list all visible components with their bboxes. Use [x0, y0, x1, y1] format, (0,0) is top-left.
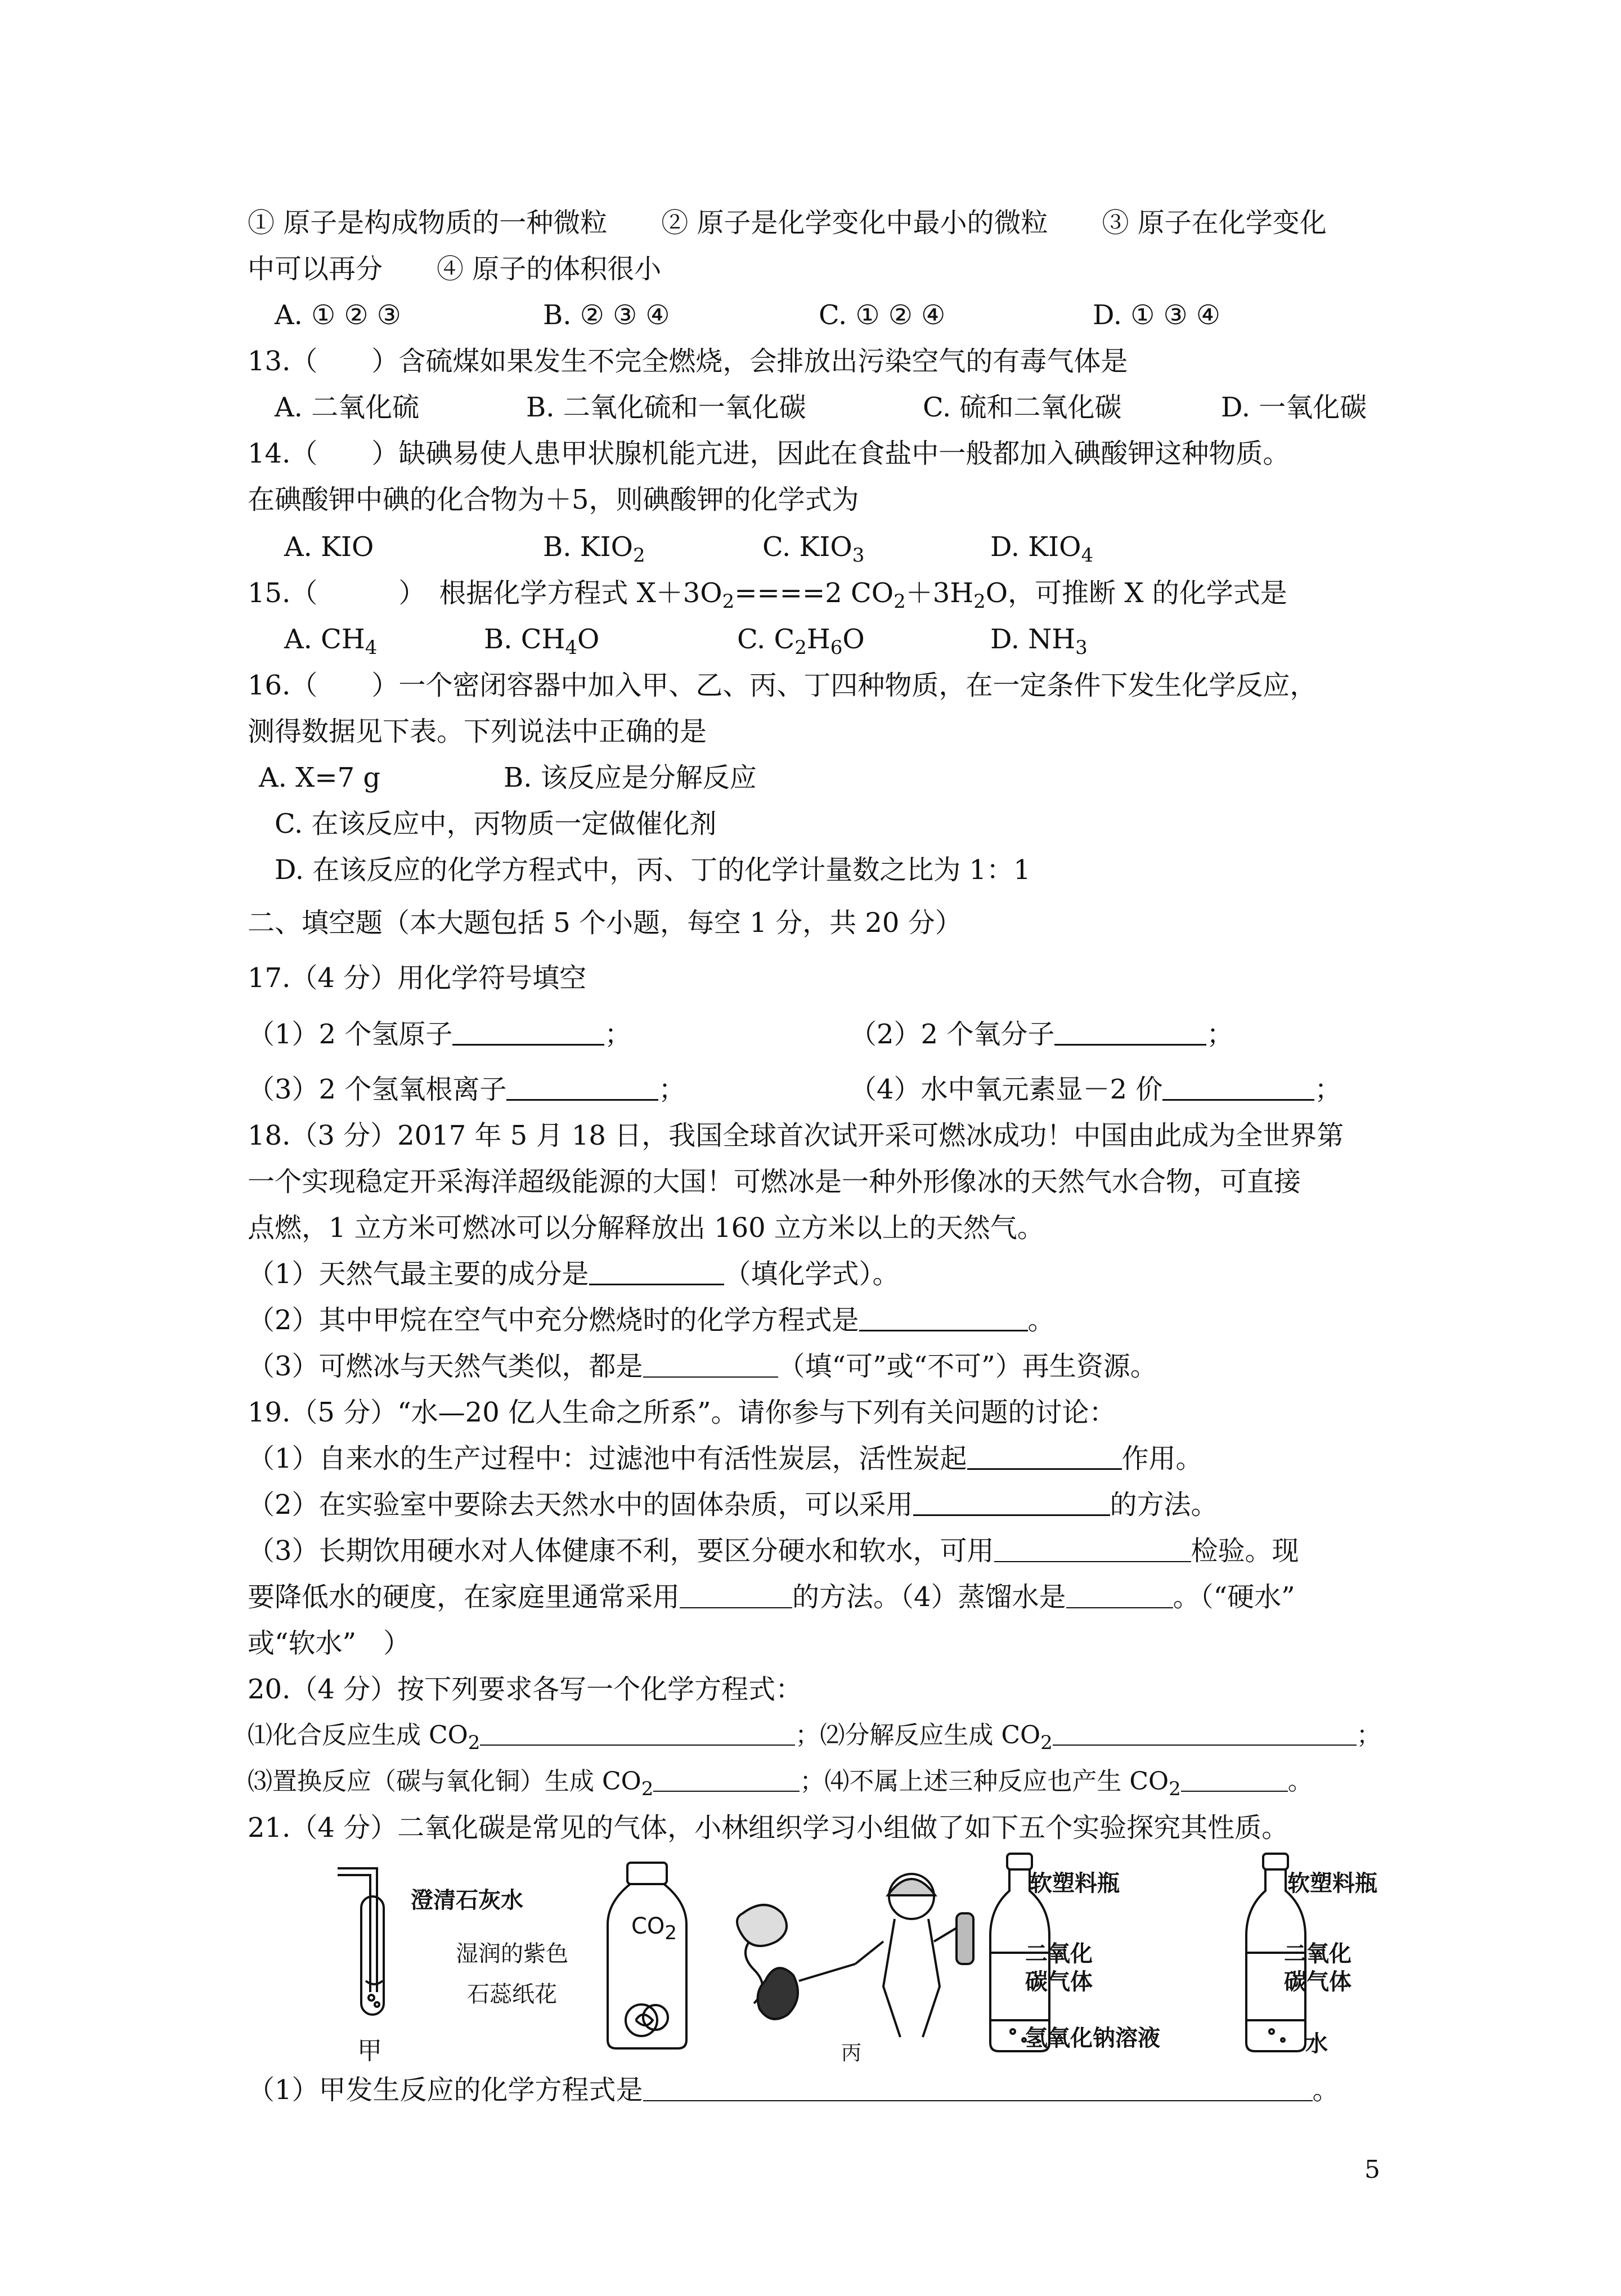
q14-option-a: A. KIO	[284, 531, 374, 563]
test-tube-apparatus	[338, 1868, 384, 2015]
q19-blank3[interactable]	[994, 1535, 1191, 1562]
q17-blank1[interactable]	[452, 1018, 604, 1046]
label-co2-gas-2b: 碳气体	[1284, 1969, 1351, 1995]
q20-blank1[interactable]	[480, 1719, 795, 1746]
q20-blank4[interactable]	[1181, 1765, 1288, 1792]
q19-part3-end: 或“软水” ）	[248, 1627, 411, 1659]
q17-part3: （3）2 个氢氧根离子 ；	[248, 1074, 686, 1105]
label-co2: $CO_2$	[631, 1913, 677, 1944]
label-wet-purple: 湿润的紫色	[456, 1941, 568, 1967]
q16-option-d: D. 在该反应的化学方程式中，丙、丁的化学计量数之比为 1：1	[275, 854, 1031, 886]
label-jia: 甲	[357, 2037, 382, 2065]
q13-option-c: C. 硫和二氧化碳	[923, 392, 1122, 423]
q19-blank5[interactable]	[1066, 1581, 1173, 1608]
q15-option-b: B. $CH_4O$	[484, 624, 600, 659]
q16-stem-line1: 16.（ ）一个密闭容器中加入甲、乙、丙、丁四种物质，在一定条件下发生化学反应，	[248, 670, 1317, 701]
firefighter-figure	[737, 1874, 973, 2037]
q15-stem: 15.（ ） 根据化学方程式 $X+3O_2====2$ $CO_2+3H_2O$，可推断 X 的化学式是	[248, 577, 1287, 613]
q19-blank4[interactable]	[680, 1581, 792, 1608]
page-number: 5	[1364, 2155, 1380, 2184]
q13-option-a: A. 二氧化硫	[275, 392, 420, 423]
label-co2-gas-2a: 二氧化	[1284, 1941, 1351, 1967]
gas-jar	[608, 1863, 686, 2048]
q20-part1: ⑴化合反应生成 $CO_2$ ；⑵分解反应生成 $CO_2$ ；	[248, 1717, 1381, 1754]
label-co2-gas-1a: 二氧化	[1025, 1941, 1093, 1967]
q19-blank2[interactable]	[913, 1488, 1110, 1516]
q20-blank3[interactable]	[653, 1765, 800, 1792]
q12-statements-line2: 中可以再分 ④ 原子的体积很小	[248, 253, 662, 285]
q12-statements-line1: ① 原子是构成物质的一种微粒 ② 原子是化学变化中最小的微粒 ③ 原子在化学变化	[248, 207, 1327, 239]
label-soft-bottle-2: 软塑料瓶	[1287, 1871, 1377, 1896]
q16-option-c: C. 在该反应中，丙物质一定做催化剂	[275, 808, 717, 840]
q12-option-b: B. ② ③ ④	[543, 299, 670, 331]
q14-option-b: B. $KIO_2$	[543, 531, 645, 567]
q19-part1: （1）自来水的生产过程中：过滤池中有活性炭层，活性炭起 作用。	[248, 1443, 1203, 1474]
q21-part1: （1）甲发生反应的化学方程式是 。	[248, 2074, 1340, 2106]
label-co2-gas-1b: 碳气体	[1025, 1969, 1093, 1995]
q21-blank1[interactable]	[643, 2074, 1313, 2101]
q12-option-d: D. ① ③ ④	[1093, 299, 1220, 331]
q12-option-c: C. ① ② ④	[819, 299, 946, 331]
q18-stem-line2: 一个实现稳定开采海洋超级能源的大国！可燃冰是一种外形像冰的天然气水合物，可直接	[248, 1166, 1301, 1198]
q19-part3-cont: 要降低水的硬度，在家庭里通常采用 的方法。（4）蒸馏水是 。（“硬水”	[248, 1581, 1295, 1613]
q14-stem-line1: 14.（ ）缺碘易使人患甲状腺机能亢进，因此在食盐中一般都加入碘酸钾这种物质。	[248, 438, 1290, 469]
q19-part2: （2）在实验室中要除去天然水中的固体杂质，可以采用 的方法。	[248, 1489, 1218, 1521]
q20-blank2[interactable]	[1053, 1719, 1357, 1746]
q15-option-a: A. $CH_4$	[284, 624, 378, 659]
q17-blank2[interactable]	[1054, 1018, 1206, 1046]
label-soft-bottle-1: 软塑料瓶	[1030, 1871, 1120, 1896]
q16-stem-line2: 测得数据见下表。下列说法中正确的是	[248, 716, 707, 747]
label-limewater: 澄清石灰水	[411, 1887, 523, 1913]
q17-blank4[interactable]	[1162, 1073, 1314, 1101]
q18-blank2[interactable]	[859, 1304, 1028, 1331]
q19-part3: （3）长期饮用硬水对人体健康不利，要区分硬水和软水，可用 检验。现	[248, 1535, 1299, 1567]
q17-blank3[interactable]	[506, 1073, 658, 1101]
label-litmus-flower: 石蕊纸花	[467, 1981, 557, 2007]
q14-option-c: C. $KIO_3$	[762, 531, 865, 567]
q18-stem-line3: 点燃，1 立方米可燃冰可以分解释放出 160 立方米以上的天然气。	[248, 1212, 1044, 1244]
q14-option-d: D. $KIO_4$	[990, 531, 1094, 567]
q18-blank3[interactable]	[643, 1351, 778, 1378]
label-naoh: 氢氧化钠溶液	[1025, 2025, 1160, 2051]
q20-part3: ⑶置换反应（碳与氧化铜）生成 $CO_2$ ；⑷不属上述三种反应也产生 $CO_2$ 。	[248, 1764, 1313, 1800]
q13-option-d: D. 一氧化碳	[1221, 392, 1367, 423]
q13-option-b: B. 二氧化硫和一氧化碳	[526, 392, 806, 423]
q18-part1: （1）天然气最主要的成分是 （填化学式）。	[248, 1258, 900, 1290]
q17-part4: （4）水中氧元素显－2 价 ；	[850, 1074, 1342, 1105]
q17-stem: 17.（4 分）用化学符号填空	[248, 962, 587, 994]
q14-stem-line2: 在碘酸钾中碘的化合物为＋5，则碘酸钾的化学式为	[248, 484, 859, 515]
q19-stem: 19.（5 分）“水—20 亿人生命之所系”。请你参与下列有关问题的讨论：	[248, 1397, 1116, 1428]
q18-blank1[interactable]	[589, 1258, 724, 1285]
q17-part2: （2）2 个氧分子 ；	[850, 1019, 1234, 1050]
q20-stem: 20.（4 分）按下列要求各写一个化学方程式：	[248, 1674, 803, 1705]
q19-blank1[interactable]	[967, 1442, 1122, 1470]
q16-option-b: B. 该反应是分解反应	[504, 762, 757, 793]
section2-title: 二、填空题（本大题包括 5 个小题，每空 1 分，共 20 分）	[248, 907, 962, 939]
q18-part2: （2）其中甲烷在空气中充分燃烧时的化学方程式是 。	[248, 1304, 1055, 1336]
label-bing: 丙	[841, 2042, 862, 2065]
q16-option-a: A. X=7 g	[259, 762, 381, 793]
q12-option-a: A. ① ② ③	[275, 299, 401, 331]
q13-stem: 13.（ ）含硫煤如果发生不完全燃烧，会排放出污染空气的有毒气体是	[248, 346, 1128, 377]
q21-stem: 21.（4 分）二氧化碳是常见的气体，小林组织学习小组做了如下五个实验探究其性质。	[248, 1812, 1289, 1844]
q18-part3: （3）可燃冰与天然气类似，都是 （填“可”或“不可”）再生资源。	[248, 1351, 1157, 1382]
q17-part1: （1）2 个氢原子 ；	[248, 1019, 632, 1050]
q15-option-d: D. $NH_3$	[990, 624, 1088, 659]
q15-option-c: C. $C_2H_6O$	[737, 624, 865, 659]
label-water: 水	[1305, 2031, 1328, 2057]
q18-stem-line1: 18.（3 分）2017 年 5 月 18 日，我国全球首次试开采可燃冰成功！中国由此成为全世界第	[248, 1120, 1344, 1151]
q21-experiment-figure	[315, 1851, 1412, 2065]
